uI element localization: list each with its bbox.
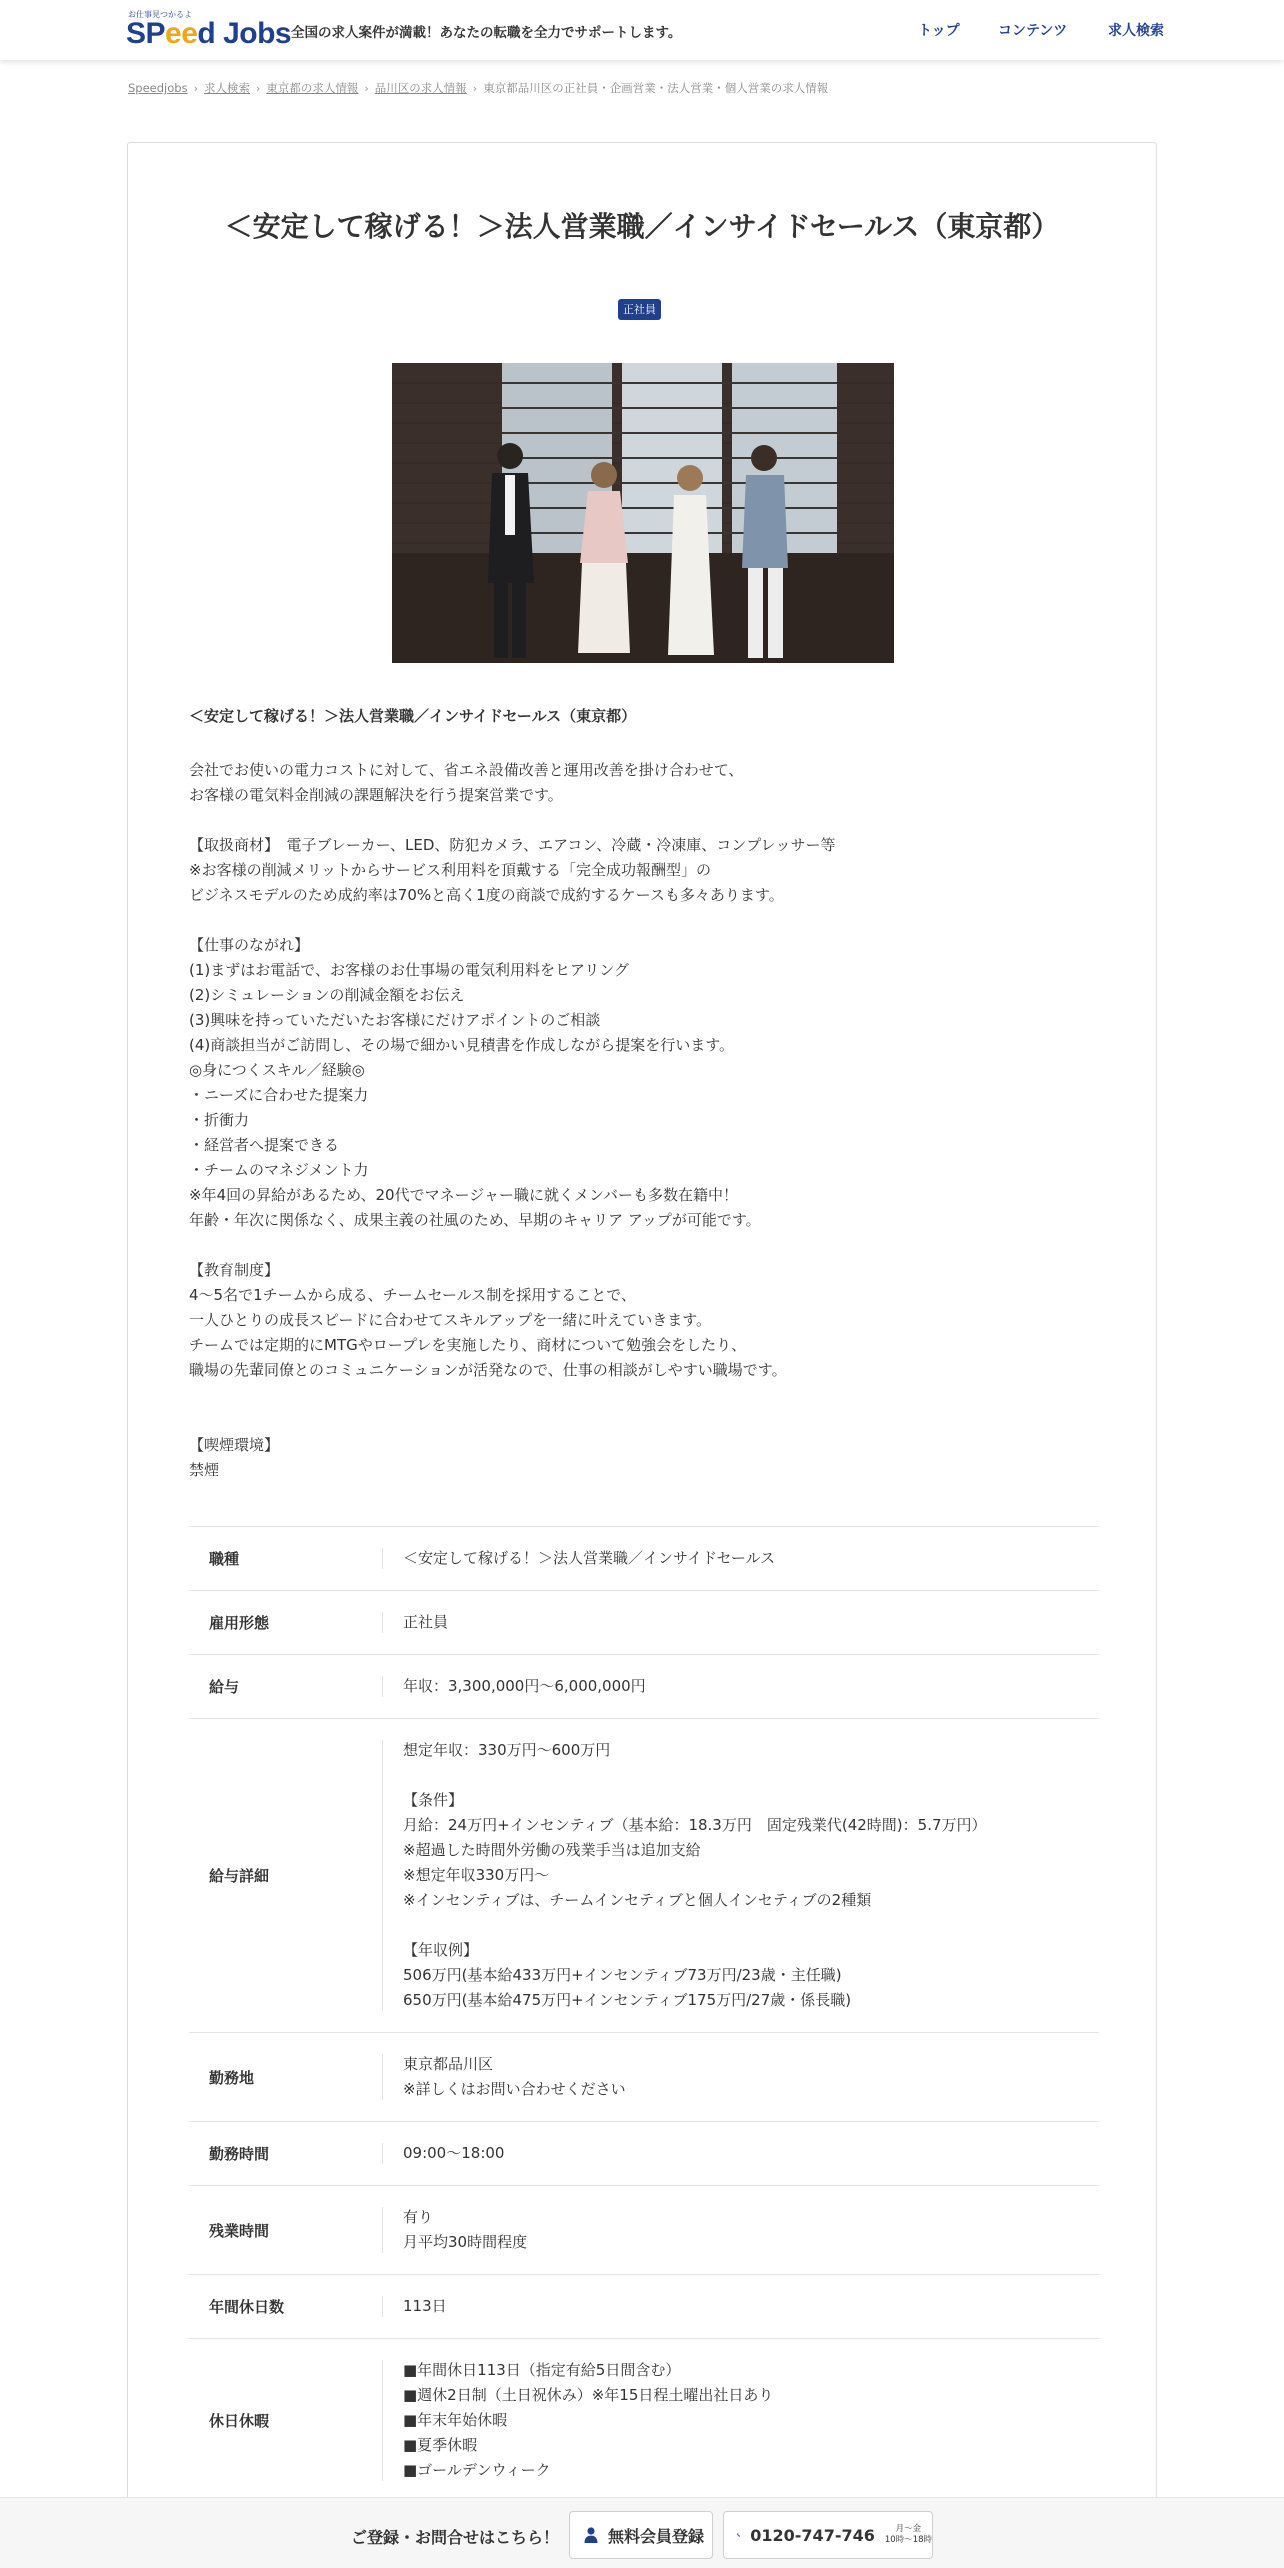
user-icon	[584, 2527, 598, 2543]
detail-value: 想定年収：330万円〜600万円 【条件】 月給：24万円+インセンティブ（基本給：18.3万円 固定残業代(42時間)：5.7万円） ※超過した時間外労働の残業手当は追加支給 ※想定年収330万円～ ※インセンティブは、チームインセティブと個人インセティブの2種類 【年収例】 506万円(基本給433万円+インセンティブ73万円/23歳・主任職) 650万円(基本給475万円+インセンティブ175万円/27歳・係長職)	[403, 1741, 987, 2009]
job-photo	[392, 363, 894, 663]
job-detail-table	[189, 1526, 1099, 2503]
detail-label: 給与詳細	[189, 1740, 383, 2011]
free-registration-label: 無料会員登録	[608, 2526, 705, 2546]
detail-row-salary-details	[189, 1719, 1099, 2033]
free-registration-button[interactable]	[569, 2511, 713, 2559]
bottom-contact-bar	[0, 2497, 1284, 2568]
nav-contents[interactable]: コンテンツ	[998, 23, 1068, 39]
detail-value: ＜安定して稼げる！＞法人営業職／インサイドセールス	[403, 1549, 776, 1567]
detail-label: 雇用形態	[189, 1612, 383, 1633]
job-lead-title: ＜安定して稼げる！＞法人営業職／インサイドセールス（東京都）	[189, 707, 637, 725]
detail-row-employment-type	[189, 1591, 1099, 1655]
header-catchphrase: 全国の求人案件が満載！あなたの転職を全力でサポートします。	[291, 25, 682, 41]
detail-value: 正社員	[403, 1613, 449, 1631]
detail-row-overtime	[189, 2186, 1099, 2275]
detail-label: 職種	[189, 1548, 383, 1569]
detail-value: ■年間休日113日（指定有給5日間含む） ■週休2日制（土日祝休み）※年15日程土曜出社日あり ■年末年始休暇 ■夏季休暇 ■ゴールデンウィーク	[403, 2361, 774, 2479]
breadcrumb-home[interactable]: Speedjobs	[128, 81, 188, 95]
detail-label: 勤務時間	[189, 2143, 383, 2164]
chevron-right-icon: ›	[255, 81, 261, 95]
detail-value: 09:00〜18:00	[403, 2144, 505, 2162]
detail-value: 有り 月平均30時間程度	[403, 2208, 528, 2251]
phone-number: 0120-747-746	[750, 2525, 875, 2545]
nav-job-search[interactable]: 求人検索	[1108, 23, 1164, 39]
chevron-right-icon: ›	[193, 81, 198, 95]
chevron-right-icon: ›	[364, 81, 369, 95]
chevron-right-icon: ›	[472, 81, 478, 95]
detail-value: 年収：3,300,000円～6,000,000円	[403, 1677, 646, 1695]
contact-prompt: ご登録・お問合せはこちら！	[351, 2528, 560, 2547]
employment-type-badge: 正社員	[618, 299, 661, 320]
detail-row-annual-holidays	[189, 2275, 1099, 2339]
detail-row-location	[189, 2033, 1099, 2122]
detail-value: 東京都品川区 ※詳しくはお問い合わせください	[403, 2055, 626, 2098]
business-hours	[885, 2524, 932, 2546]
job-detail-card	[127, 142, 1157, 2568]
logo-tagline: お仕事見つかるよ	[128, 10, 192, 19]
detail-row-holidays	[189, 2339, 1099, 2503]
job-description: 会社でお使いの電力コストに対して、省エネ設備改善と運用改善を掛け合わせて、 お客様の電気料金削減の課題解決を行う提案営業です。 【取扱商材】 電子ブレーカー、LED、防犯カメラ、エアコン、冷蔵・冷凍庫、コンプレッサー等 ※お客様の削減メリットからサービス利用料を頂戴する「完全成功報酬型」の ビジネスモデルのため成約率は70%と高く1度の商談で成約するケースも多々あります。 【仕事のながれ】 (1)まずはお電話で、お客様のお仕事場の電気利用料をヒアリング (2)シミュレーションの削減金額をお伝え (3)興味を持っていただいたお客様にだけアポイントのご相談 (4)商談担当がご訪問し、その場で細かい見積書を作成しながら提案を行います。 ◎身につくスキル／経験◎ ・ニーズに合わせた提案力 ・折衝力 ・経営者へ提案できる ・チームのマネジメント力 ※年4回の昇給があるため、20代でマネージャー職に就くメンバーも多数在籍中！ 年齢・年次に関係なく、成果主義の社風のため、早期のキャリア アップが可能です。 【教育制度】 4～5名で1チームから成る、チームセールス制を採用することで、 一人ひとりの成長スピードに合わせてスキルアップを一緒に叶えていきます。 チームでは定期的にMTGやロープレを実施したり、商材について勉強会をしたり、 職場の先輩同僚とのコミュニケーションが活発なので、仕事の相談がしやすい職場です。 【喫煙環境】 禁煙	[189, 761, 836, 1479]
breadcrumb	[128, 80, 828, 96]
detail-row-salary	[189, 1655, 1099, 1719]
detail-row-working-hours	[189, 2122, 1099, 2186]
logo-wordmark: SPeed Jobs	[126, 17, 292, 50]
detail-label: 休日休暇	[189, 2360, 383, 2481]
nav-top[interactable]: トップ	[918, 23, 960, 39]
business-days: 月～金	[895, 2524, 922, 2534]
breadcrumb-tokyo[interactable]: 東京都の求人情報	[266, 81, 359, 95]
site-header	[0, 0, 1284, 60]
speedjobs-logo[interactable]	[126, 9, 292, 50]
detail-label: 残業時間	[189, 2207, 383, 2253]
detail-label: 給与	[189, 1676, 383, 1697]
business-time: 10時～18時	[884, 2535, 932, 2545]
detail-label: 年間休日数	[189, 2296, 383, 2317]
detail-row-job-type	[189, 1527, 1099, 1591]
detail-label: 勤務地	[189, 2054, 383, 2100]
breadcrumb-shinagawa[interactable]: 品川区の求人情報	[374, 81, 467, 95]
phone-call-button[interactable]	[723, 2511, 933, 2559]
detail-value: 113日	[403, 2297, 447, 2315]
breadcrumb-current: 東京都品川区の正社員・企画営業・法人営業・個人営業の求人情報	[483, 81, 829, 95]
breadcrumb-job-search[interactable]: 求人検索	[203, 81, 250, 95]
phone-icon	[737, 2527, 740, 2543]
job-title: ＜安定して稼げる！＞法人営業職／インサイドセールス（東京都）	[224, 210, 1060, 243]
